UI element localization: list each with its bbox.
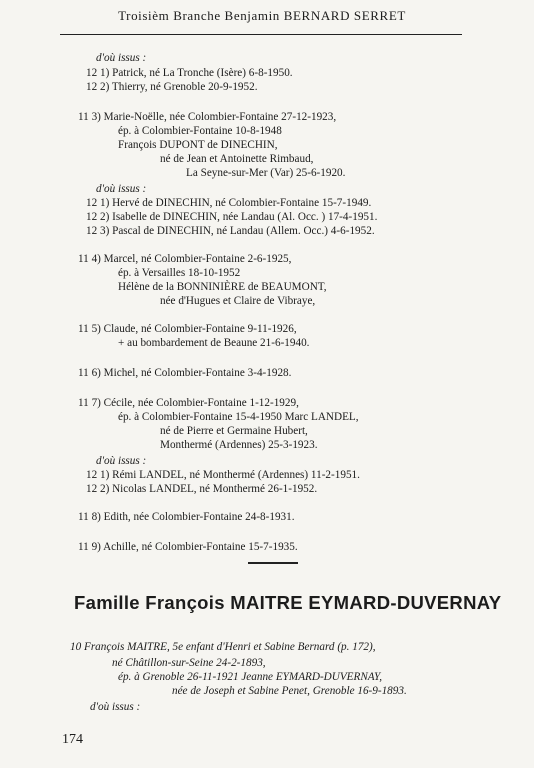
text-line: née de Joseph et Sabine Penet, Grenoble 16-9-1893.: [172, 685, 407, 697]
text-line: 12 2) Thierry, né Grenoble 20-9-1952.: [86, 81, 258, 93]
text-line: né Châtillon-sur-Seine 24-2-1893,: [112, 657, 266, 669]
text-line: ép. à Versailles 18-10-1952: [118, 267, 241, 279]
text-line: 11 7) Cécile, née Colombier-Fontaine 1-12-1929,: [78, 397, 299, 409]
text-line: 12 2) Isabelle de DINECHIN, née Landau (Al. Occ. ) 17-4-1951.: [86, 211, 378, 223]
text-line: 11 6) Michel, né Colombier-Fontaine 3-4-1928.: [78, 367, 292, 379]
text-line: 12 1) Rémi LANDEL, né Monthermé (Ardennes) 11-2-1951.: [86, 469, 360, 481]
text-line: François DUPONT de DINECHIN,: [118, 139, 278, 151]
text-line: ép. à Colombier-Fontaine 15-4-1950 Marc LANDEL,: [118, 411, 359, 423]
text-line: d'où issus :: [96, 52, 147, 64]
text-line: né de Jean et Antoinette Rimbaud,: [160, 153, 314, 165]
section-separator: [248, 562, 298, 564]
text-line: 12 2) Nicolas LANDEL, né Monthermé 26-1-1952.: [86, 483, 318, 495]
text-line: d'où issus :: [90, 701, 141, 713]
text-line: 11 5) Claude, né Colombier-Fontaine 9-11-1926,: [78, 323, 297, 335]
text-line: né de Pierre et Germaine Hubert,: [160, 425, 308, 437]
text-line: née d'Hugues et Claire de Vibraye,: [160, 295, 316, 307]
running-header: Troisièm Branche Benjamin BERNARD SERRET: [118, 8, 406, 23]
text-line: d'où issus :: [96, 183, 147, 195]
text-line: 12 3) Pascal de DINECHIN, né Landau (Allem. Occ.) 4-6-1952.: [86, 225, 375, 237]
text-line: 12 1) Hervé de DINECHIN, né Colombier-Fontaine 15-7-1949.: [86, 197, 372, 209]
text-line: 11 3) Marie-Noëlle, née Colombier-Fontaine 27-12-1923,: [78, 111, 337, 123]
text-line: 10 François MAITRE, 5e enfant d'Henri et Sabine Bernard (p. 172),: [70, 641, 376, 653]
text-line: ép. à Colombier-Fontaine 10-8-1948: [118, 125, 282, 137]
text-line: Hélène de la BONNINIÈRE de BEAUMONT,: [118, 281, 327, 293]
text-line: 12 1) Patrick, né La Tronche (Isère) 6-8-1950.: [86, 67, 293, 79]
text-line: + au bombardement de Beaune 21-6-1940.: [118, 337, 310, 349]
page-number: 174: [62, 732, 83, 747]
text-line: La Seyne-sur-Mer (Var) 25-6-1920.: [186, 167, 346, 179]
text-line: 11 8) Edith, née Colombier-Fontaine 24-8-1931.: [78, 511, 295, 523]
header-rule: [60, 34, 462, 35]
text-line: d'où issus :: [96, 455, 147, 467]
family-heading: Famille François MAITRE EYMARD-DUVERNAY: [74, 592, 502, 613]
text-line: Monthermé (Ardennes) 25-3-1923.: [160, 439, 318, 451]
text-line: 11 4) Marcel, né Colombier-Fontaine 2-6-1925,: [78, 253, 292, 265]
text-line: ép. à Grenoble 26-11-1921 Jeanne EYMARD-DUVERNAY,: [118, 671, 382, 683]
text-line: 11 9) Achille, né Colombier-Fontaine 15-7-1935.: [78, 541, 298, 553]
